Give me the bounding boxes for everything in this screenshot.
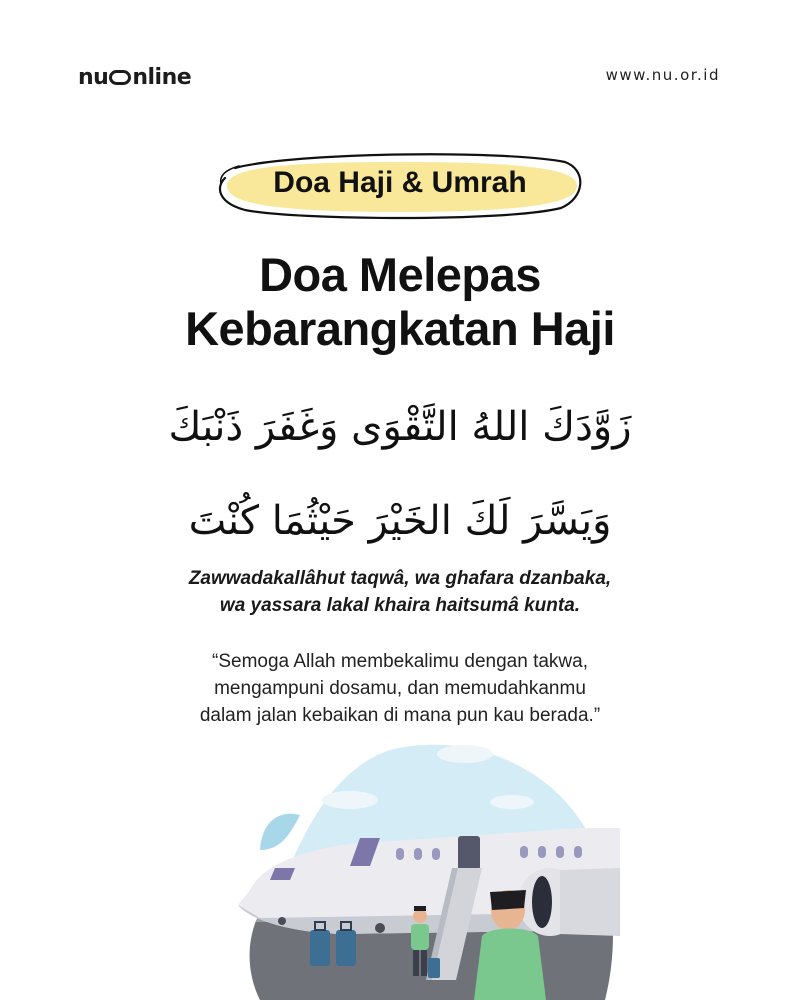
transliteration [0, 565, 800, 619]
translation [0, 648, 800, 729]
page-title [0, 248, 800, 356]
arabic-line-1: زَوَّدَكَ اللهُ التَّقْوَى وَغَفَرَ ذَنْبَكَ [168, 404, 632, 450]
translation-line-1: “Semoga Allah membekalimu dengan takwa, [212, 651, 588, 672]
plane-door-icon [458, 836, 480, 870]
logo-ring-icon [109, 70, 131, 85]
title-line-2: Kebarangkatan Haji [185, 302, 615, 355]
translation-line-2: mengampuni dosamu, dan memudahkanmu [214, 678, 586, 699]
logo-text-left: nu [78, 64, 109, 90]
engine-icon [518, 868, 620, 936]
transliteration-line-2: wa yassara lakal khaira haitsumâ kunta. [219, 595, 581, 616]
translation-line-3: dalam jalan kebaikan di mana pun kau berada.” [199, 705, 601, 726]
nu-online-logo [78, 62, 191, 92]
arabic-prayer [150, 380, 650, 568]
category-badge [205, 148, 595, 224]
transliteration-line-1: Zawwadakallâhut taqwâ, wa ghafara dzanbaka, [188, 568, 612, 589]
cloud-swoosh-icon [260, 814, 300, 850]
title-line-1: Doa Melepas [259, 248, 541, 301]
badge-label: Doa Haji & Umrah [273, 166, 527, 199]
logo-text-right: nline [132, 64, 192, 90]
site-url: www.nu.or.id [605, 66, 720, 84]
arabic-line-2: وَيَسَّرَ لَكَ الخَيْرَ حَيْثُمَا كُنْتَ [188, 498, 612, 544]
airplane-boarding-illustration [220, 740, 620, 1000]
